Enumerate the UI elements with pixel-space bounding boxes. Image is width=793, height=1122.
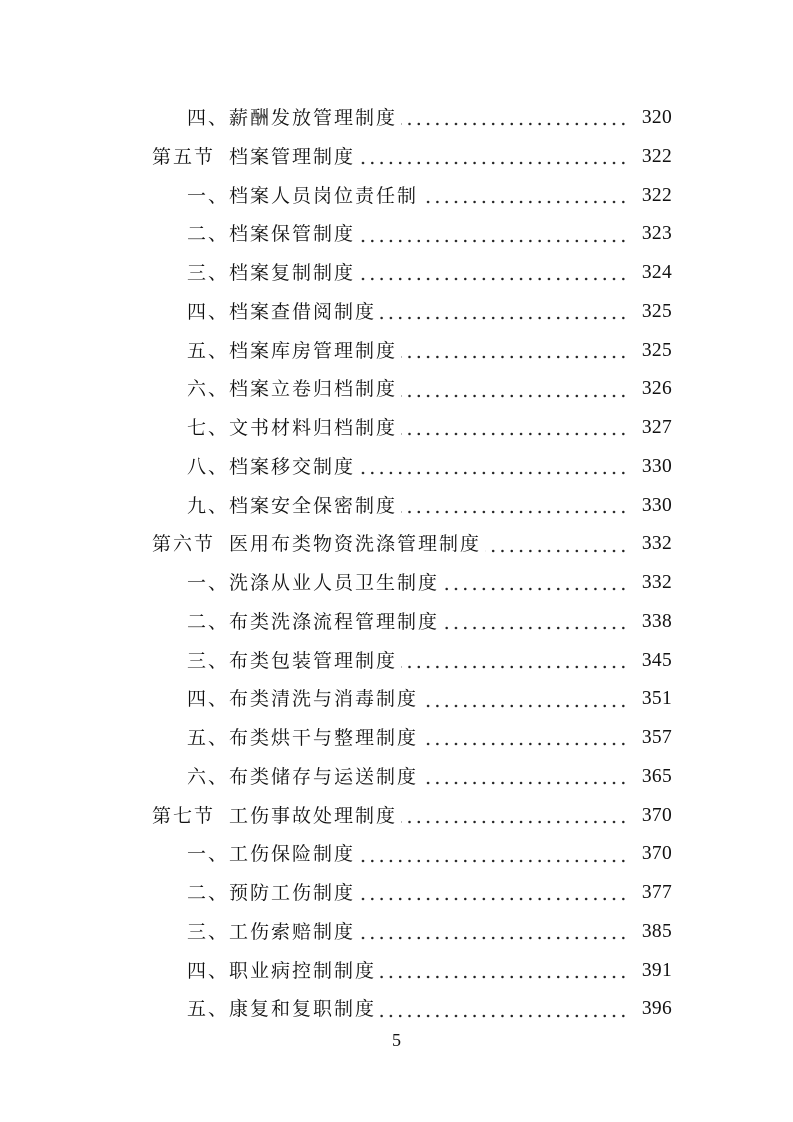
entry-title: 布类烘干与整理制度 — [229, 727, 419, 749]
entry-number: 第五节 — [152, 145, 216, 168]
toc-item-entry — [152, 952, 672, 991]
dot-leader — [485, 549, 628, 553]
entry-page-number: 396 — [641, 998, 672, 1020]
entry-number: 三、 — [187, 262, 230, 284]
entry-title: 薪酬发放管理制度 — [229, 107, 398, 129]
entry-title: 档案安全保密制度 — [229, 494, 398, 517]
entry-page-number: 357 — [641, 727, 672, 748]
dot-leader — [401, 510, 628, 514]
dot-leader — [443, 626, 628, 630]
dot-leader — [359, 277, 628, 281]
entry-title: 档案库房管理制度 — [229, 339, 398, 362]
entry-title: 布类包装管理制度 — [229, 649, 398, 672]
toc-item-entry — [152, 835, 672, 874]
entry-page-number: 323 — [641, 223, 672, 245]
toc-item-entry — [152, 487, 672, 526]
entry-title: 档案移交制度 — [229, 455, 356, 478]
entry-page-number: 330 — [641, 494, 672, 516]
entry-number: 四、 — [187, 959, 230, 982]
entry-number: 第六节 — [152, 533, 216, 556]
entry-title: 档案查借阅制度 — [229, 300, 377, 323]
toc-item-entry — [152, 758, 672, 797]
entry-title: 布类洗涤流程管理制度 — [229, 610, 440, 633]
entry-page-number: 377 — [641, 882, 672, 903]
entry-number: 四、 — [187, 688, 230, 711]
dot-leader — [401, 820, 628, 824]
dot-leader — [401, 665, 628, 669]
entry-number: 五、 — [187, 339, 230, 362]
table-of-contents — [152, 99, 672, 1029]
toc-item-entry — [152, 370, 672, 409]
entry-page-number: 324 — [641, 262, 672, 283]
toc-item-entry — [152, 564, 672, 603]
entry-title: 档案复制制度 — [229, 262, 356, 284]
toc-item-entry — [152, 719, 672, 758]
entry-title: 职业病控制制度 — [229, 959, 377, 982]
entry-title: 工伤事故处理制度 — [229, 804, 398, 827]
entry-number: 二、 — [187, 882, 230, 904]
dot-leader — [422, 200, 628, 204]
dot-leader — [359, 936, 628, 940]
entry-page-number: 370 — [641, 843, 672, 865]
entry-page-number: 332 — [641, 533, 672, 555]
entry-page-number: 338 — [641, 610, 672, 632]
entry-title: 档案人员岗位责任制 — [229, 184, 419, 207]
toc-section-entry — [152, 797, 672, 836]
entry-page-number: 370 — [641, 804, 672, 826]
entry-number: 七、 — [187, 417, 230, 439]
toc-item-entry — [152, 332, 672, 371]
dot-leader — [359, 161, 628, 165]
entry-number: 八、 — [187, 455, 230, 478]
entry-number: 四、 — [187, 300, 230, 323]
toc-item-entry — [152, 215, 672, 254]
dot-leader — [401, 432, 628, 436]
entry-title: 档案管理制度 — [229, 145, 356, 168]
dot-leader — [422, 742, 628, 746]
entry-page-number: 332 — [641, 572, 672, 593]
entry-page-number: 351 — [641, 688, 672, 710]
entry-page-number: 330 — [641, 455, 672, 477]
toc-item-entry — [152, 680, 672, 719]
entry-number: 四、 — [187, 107, 230, 129]
entry-number: 一、 — [187, 843, 230, 866]
entry-page-number: 325 — [641, 300, 672, 322]
page-footer-number: 5 — [392, 1030, 401, 1050]
dot-leader — [359, 239, 628, 243]
entry-number: 六、 — [187, 765, 230, 788]
entry-number: 第七节 — [152, 804, 216, 827]
entry-page-number: 365 — [641, 765, 672, 787]
dot-leader — [380, 316, 628, 320]
toc-item-entry — [152, 603, 672, 642]
entry-number: 三、 — [187, 649, 230, 672]
entry-number: 一、 — [187, 184, 230, 207]
entry-number: 六、 — [187, 378, 230, 401]
dot-leader — [422, 781, 628, 785]
entry-title: 医用布类物资洗涤管理制度 — [229, 533, 482, 556]
entry-page-number: 345 — [641, 649, 672, 671]
toc-item-entry — [152, 642, 672, 681]
entry-page-number: 320 — [641, 107, 672, 128]
toc-item-entry — [152, 874, 672, 913]
entry-number: 五、 — [187, 998, 230, 1021]
toc-item-entry — [152, 177, 672, 216]
entry-title: 布类清洗与消毒制度 — [229, 688, 419, 711]
entry-page-number: 322 — [641, 145, 672, 167]
toc-item-entry — [152, 913, 672, 952]
dot-leader — [380, 1014, 628, 1018]
entry-title: 档案保管制度 — [229, 223, 356, 246]
dot-leader — [401, 394, 628, 398]
dot-leader — [359, 897, 628, 901]
toc-section-entry — [152, 525, 672, 564]
entry-number: 二、 — [187, 223, 230, 246]
entry-title: 预防工伤制度 — [229, 882, 356, 904]
entry-page-number: 385 — [641, 920, 672, 942]
dot-leader — [443, 587, 628, 591]
dot-leader — [422, 704, 628, 708]
toc-item-entry — [152, 99, 672, 138]
entry-number: 五、 — [187, 727, 230, 749]
toc-item-entry — [152, 990, 672, 1029]
entry-page-number: 325 — [641, 339, 672, 361]
entry-page-number: 391 — [641, 959, 672, 981]
entry-title: 文书材料归档制度 — [229, 417, 398, 439]
toc-item-entry — [152, 293, 672, 332]
dot-leader — [359, 859, 628, 863]
entry-page-number: 322 — [641, 184, 672, 206]
entry-page-number: 327 — [641, 417, 672, 438]
entry-title: 工伤索赔制度 — [229, 920, 356, 943]
entry-title: 洗涤从业人员卫生制度 — [229, 572, 440, 594]
entry-number: 九、 — [187, 494, 230, 517]
toc-section-entry — [152, 138, 672, 177]
dot-leader — [359, 471, 628, 475]
toc-item-entry — [152, 254, 672, 293]
dot-leader — [401, 122, 628, 126]
toc-item-entry — [152, 409, 672, 448]
dot-leader — [401, 355, 628, 359]
entry-number: 三、 — [187, 920, 230, 943]
entry-number: 一、 — [187, 572, 230, 594]
entry-page-number: 326 — [641, 378, 672, 400]
entry-title: 布类储存与运送制度 — [229, 765, 419, 788]
entry-title: 康复和复职制度 — [229, 998, 377, 1021]
entry-title: 工伤保险制度 — [229, 843, 356, 866]
entry-number: 二、 — [187, 610, 230, 633]
dot-leader — [380, 975, 628, 979]
toc-item-entry — [152, 448, 672, 487]
entry-title: 档案立卷归档制度 — [229, 378, 398, 401]
